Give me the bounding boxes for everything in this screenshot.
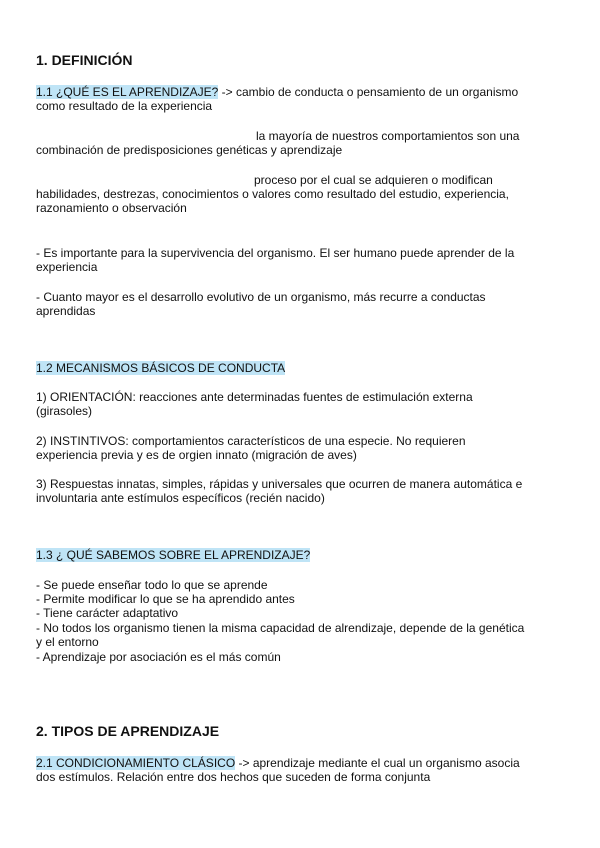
- mechanism-3-line-1: 3) Respuestas innatas, simples, rápidas y universales que ocurren de manera automática e: [36, 477, 523, 491]
- paragraph-3-line-3: razonamiento o observación: [36, 201, 187, 215]
- paragraph-3-line-2: habilidades, destrezas, conocimientos o valores como resultado del estudio, experiencia,: [36, 187, 509, 201]
- section-1-title: 1. DEFINICIÓN: [36, 52, 133, 68]
- paragraph-3-line-1: proceso por el cual se adquieren o modifican: [254, 173, 493, 187]
- subsection-1-1-heading: 1.1 ¿QUÉ ES EL APRENDIZAJE?: [36, 85, 219, 99]
- bullet-2-line-1: - Cuanto mayor es el desarrollo evolutivo de un organismo, más recurre a conductas: [36, 290, 486, 304]
- definition-text-line-2: como resultado de la experiencia: [36, 99, 213, 113]
- list-item-2: - Permite modificar lo que se ha aprendido antes: [36, 592, 295, 606]
- mechanism-2-line-1: 2) INSTINTIVOS: comportamientos característicos de una especie. No requieren: [36, 434, 466, 448]
- list-item-3: - Tiene carácter adaptativo: [36, 606, 179, 620]
- subsection-2-1-heading: 2.1 CONDICIONAMIENTO CLÁSICO: [36, 756, 236, 770]
- list-item-4: - No todos los organismo tienen la misma capacidad de alrendizaje, depende de la genética: [36, 621, 525, 635]
- subsection-2-1-paragraph: [36, 756, 570, 770]
- mechanism-1-line-2: (girasoles): [36, 404, 93, 418]
- bullet-1-line-1: - Es importante para la supervivencia del organismo. El ser humano puede aprender de la: [36, 246, 515, 260]
- definition-paragraph: [36, 85, 570, 99]
- list-item-5: - Aprendizaje por asociación es el más común: [36, 650, 281, 664]
- section-2-title: 2. TIPOS DE APRENDIZAJE: [36, 723, 220, 739]
- paragraph-2-line-2: combinación de predisposiciones genéticas y aprendizaje: [36, 143, 343, 157]
- subsection-1-2-row: [36, 361, 570, 375]
- definition-text: -> cambio de conducta o pensamiento de un organismo: [218, 85, 519, 99]
- subsection-1-2-heading: 1.2 MECANISMOS BÁSICOS DE CONDUCTA: [36, 361, 286, 375]
- paragraph-2-line-1: la mayoría de nuestros comportamientos son una: [256, 129, 520, 143]
- mechanism-1-line-1: 1) ORIENTACIÓN: reacciones ante determinadas fuentes de estimulación externa: [36, 390, 473, 404]
- mechanism-2-line-2: experiencia previa y es de orgien innato (migración de aves): [36, 448, 357, 462]
- subsection-1-3-row: [36, 548, 570, 562]
- subsection-2-1-line-2: dos estímulos. Relación entre dos hechos que suceden de forma conjunta: [36, 770, 431, 784]
- bullet-2-line-2: aprendidas: [36, 304, 96, 318]
- subsection-1-3-heading: 1.3 ¿ QUÉ SABEMOS SOBRE EL APRENDIZAJE?: [36, 548, 311, 562]
- mechanism-3-line-2: involuntaria ante estímulos específicos (recién nacido): [36, 491, 325, 505]
- subsection-2-1-text: -> aprendizaje mediante el cual un organismo asocia: [235, 756, 520, 770]
- list-item-1: - Se puede enseñar todo lo que se aprende: [36, 578, 268, 592]
- list-item-4-line-2: y el entorno: [36, 635, 99, 649]
- bullet-1-line-2: experiencia: [36, 260, 98, 274]
